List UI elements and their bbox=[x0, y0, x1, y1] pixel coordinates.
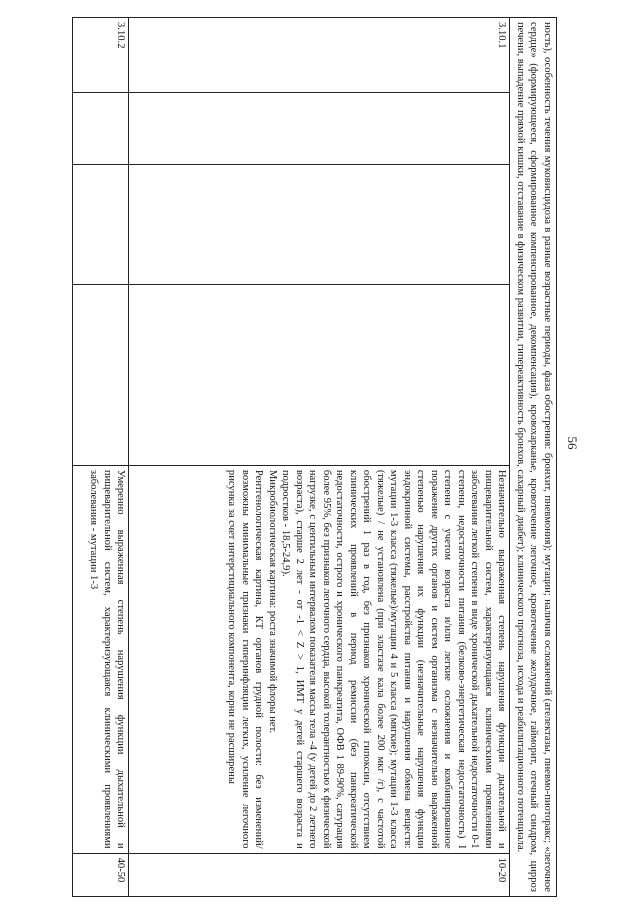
empty-cell bbox=[129, 164, 510, 284]
description-paragraph: Рентгенологическая картина, КТ органов грудной полости: без изменений/возможны минимальные признаки гиперинфляции легких, усиление легочного рисунка за счет интерстициального компонента, корни не расширены bbox=[226, 469, 265, 849]
table-row bbox=[129, 18, 510, 897]
empty-cell bbox=[73, 92, 129, 164]
row-code-cell: 3.10.1 bbox=[129, 18, 510, 93]
empty-cell bbox=[129, 285, 510, 466]
continuation-cell bbox=[510, 18, 557, 897]
empty-cell bbox=[73, 285, 129, 466]
description-paragraph: Микробиологическая картина: роста значимой флоры нет. bbox=[267, 469, 278, 734]
document-table-rotated bbox=[80, 17, 557, 897]
continuation-text: ность), особенность течения муковисцидоза в разные возрастные периоды, фаза обострения: бронхит, пневмония); мутации; наличия осложнений (ателектазы, пневмо-пиоторакс; «легочное сердце» (формирующееся, сформированное компенсированное, декомпенсация), кровохарканье, кровотечение легочное, кровотечение желудочное, гайморит, отечный синдром, цирроз печени, выпадение прямой кишки, отставание в физическом развитии, гипереактивность бронхов, сахарный диабет); клинического прогноза, исхода и реабилитационного потенциала. bbox=[515, 22, 553, 892]
row-score-cell: 10-20 bbox=[129, 853, 510, 896]
empty-cell bbox=[73, 164, 129, 284]
description-paragraph: Незначительно выраженная степень нарушения функции дыхательной и пищеварительной систем, характеризующаяся клиническими проявлениями заболевания легкой степени в виде хронической дыхательной недостаточности 0-1 степени, недостаточности питания (белково-энергетическая недостаточность) I степени с учетом возраста и/или легкие осложнения и комбинированное поражение других органов и систем организма с незначительно выраженной степенью нарушения их функции (незначительные нарушения функции эндокринной системы, расстройства питания и нарушения обмена веществ: мутации 1-3 класса (тяжелые)/мутации 4 и 5 класса (мягкие); мутации 1-3 класса (тяжелые) / не установлена (при эластазе кала более 200 мкг /г), с частотой обострений 1 раз в год, без признаков хронической гипоксии, отсутствием клинических проявлений в период ремиссии (без панкреатической недостаточности, острого и хронического панкреатита, ОФВ 1 89-90%, сатурация более 95%, без признаков легочного сердца, высокой толерантностью к физической нагрузке, с центильным интервалом показателя массы тела -4 (у детей до 2 летнего возраста), старше 2 лет - от -1 < Z > 1, ИМТ у детей старшего возраста и подростков - 18,5-24,9). bbox=[280, 469, 508, 849]
page-number: 56 bbox=[565, 436, 580, 450]
description-paragraph: Умеренно выраженная степень нарушения функции дыхательной и пищеварительной систем, характеризующаяся клиническими проявлениями заболевания - мутации 1-3 bbox=[88, 469, 127, 849]
row-score-cell: 40-50 bbox=[73, 853, 129, 896]
row-description-cell bbox=[73, 465, 129, 853]
criteria-table bbox=[73, 17, 558, 897]
row-description-cell bbox=[129, 465, 510, 853]
table-row-continuation bbox=[510, 18, 557, 897]
table-row bbox=[73, 18, 129, 897]
row-code-cell: 3.10.2 bbox=[73, 18, 129, 93]
empty-cell bbox=[129, 92, 510, 164]
